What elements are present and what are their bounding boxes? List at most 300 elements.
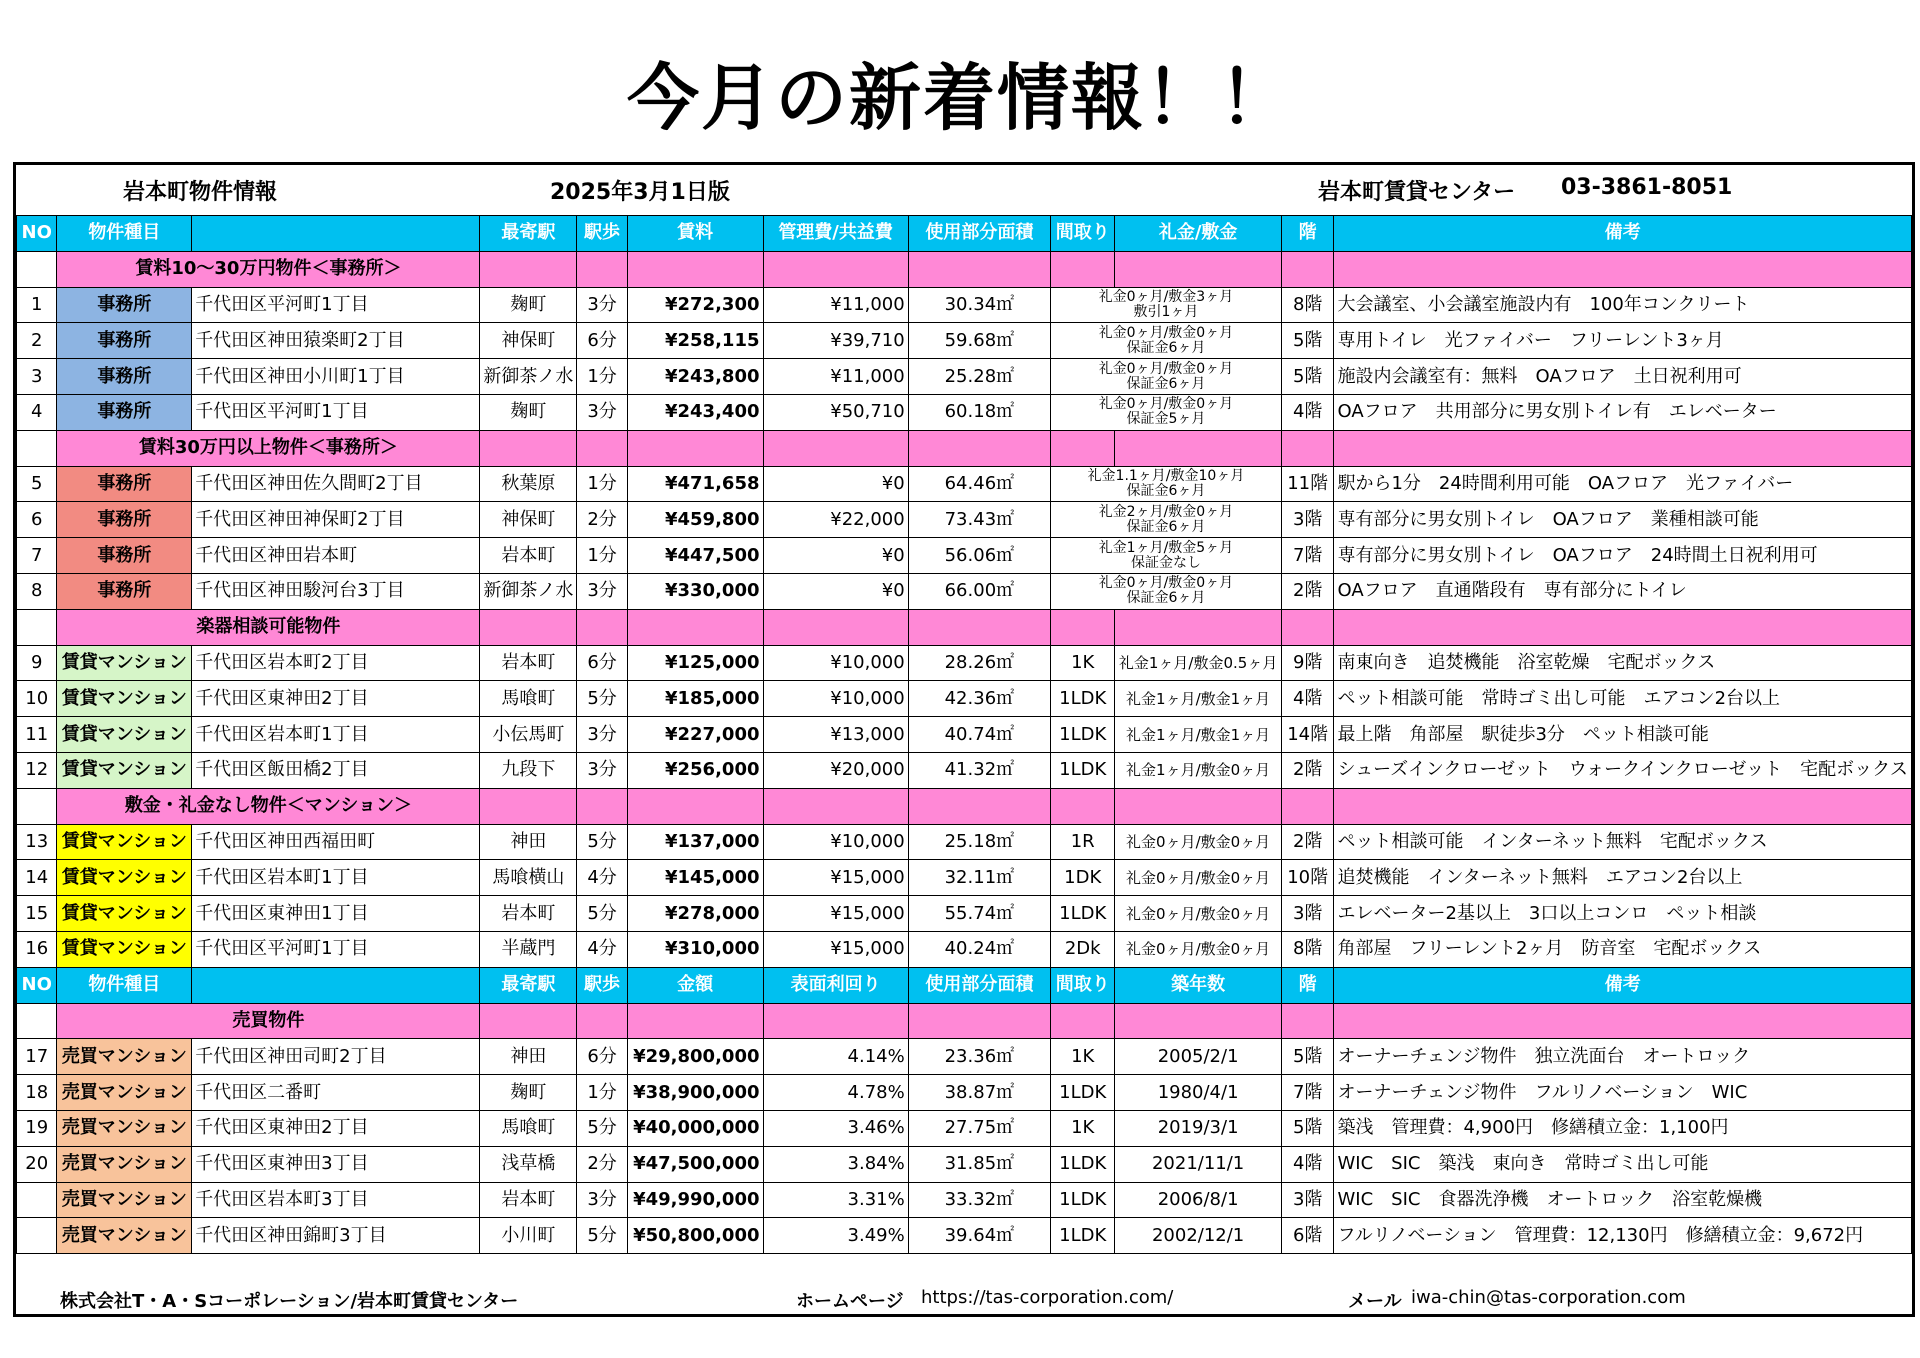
row-number [17, 1182, 57, 1218]
deposit-terms: 礼金0ヶ月/敷金0ヶ月 [1115, 931, 1281, 967]
nearest-station: 新御茶ノ水 [480, 359, 577, 395]
price: ¥137,000 [627, 824, 763, 860]
table-row[interactable] [17, 717, 1912, 753]
table-row[interactable] [17, 645, 1912, 681]
price: ¥459,800 [627, 502, 763, 538]
section-filler [1334, 1003, 1912, 1039]
nearest-station: 麹町 [480, 287, 577, 323]
section-filler [1334, 788, 1912, 824]
column-header: 階 [1281, 216, 1334, 252]
table-row[interactable] [17, 1110, 1912, 1146]
management-fee: ¥0 [763, 573, 908, 609]
section-filler [1334, 430, 1912, 466]
table-row[interactable] [17, 896, 1912, 932]
nearest-station: 神保町 [480, 323, 577, 359]
property-type: 賃貸マンション [57, 717, 192, 753]
management-fee: ¥10,000 [763, 824, 908, 860]
phone-number: 03-3861-8051 [1561, 175, 1733, 200]
column-header: 表面利回り [763, 967, 908, 1003]
price: ¥29,800,000 [627, 1039, 763, 1075]
price: ¥243,400 [627, 394, 763, 430]
column-header: 駅歩 [577, 216, 627, 252]
property-type: 売買マンション [57, 1075, 192, 1111]
section-filler [1115, 788, 1281, 824]
property-type: 売買マンション [57, 1182, 192, 1218]
floor-number: 10階 [1281, 860, 1334, 896]
section-filler [1334, 609, 1912, 645]
section-title: 売買物件 [57, 1003, 480, 1039]
walk-time: 3分 [577, 752, 627, 788]
floor-area: 66.00㎡ [908, 573, 1050, 609]
row-number: 4 [17, 394, 57, 430]
floor-number: 9階 [1281, 645, 1334, 681]
build-date: 2005/2/1 [1115, 1039, 1281, 1075]
section-filler [1115, 251, 1281, 287]
price: ¥330,000 [627, 573, 763, 609]
yield: 3.84% [763, 1146, 908, 1182]
column-header: 物件種目 [57, 967, 192, 1003]
homepage-label: ホームページ [796, 1291, 904, 1312]
property-type: 売買マンション [57, 1039, 192, 1075]
walk-time: 1分 [577, 538, 627, 574]
property-type: 賃貸マンション [57, 681, 192, 717]
section-spacer [17, 251, 57, 287]
section-row [17, 609, 1912, 645]
deposit-line: 保証金6ヶ月 [1126, 375, 1206, 392]
table-row[interactable] [17, 323, 1912, 359]
price: ¥145,000 [627, 860, 763, 896]
price: ¥272,300 [627, 287, 763, 323]
floor-number: 2階 [1281, 573, 1334, 609]
management-fee: ¥50,710 [763, 394, 908, 430]
column-header: 管理費/共益費 [763, 216, 908, 252]
table-row[interactable] [17, 287, 1912, 323]
property-type: 売買マンション [57, 1218, 192, 1254]
remarks: 南東向き 追焚機能 浴室乾燥 宅配ボックス [1334, 645, 1912, 681]
floor-area: 55.74㎡ [908, 896, 1050, 932]
price: ¥243,800 [627, 359, 763, 395]
section-filler [1051, 430, 1115, 466]
deposit-terms [1051, 287, 1282, 323]
property-type: 事務所 [57, 573, 192, 609]
floor-number: 4階 [1281, 1146, 1334, 1182]
property-type: 売買マンション [57, 1110, 192, 1146]
remarks: オーナーチェンジ物件 フルリノベーション WIC [1334, 1075, 1912, 1111]
deposit-terms: 礼金0ヶ月/敷金0ヶ月 [1115, 860, 1281, 896]
edition-date: 2025年3月1日版 [550, 180, 730, 205]
table-row[interactable] [17, 681, 1912, 717]
table-row[interactable] [17, 824, 1912, 860]
table-row[interactable] [17, 1039, 1912, 1075]
deposit-terms [1051, 502, 1282, 538]
walk-time: 3分 [577, 287, 627, 323]
floor-number: 11階 [1281, 466, 1334, 502]
row-number: 15 [17, 896, 57, 932]
deposit-line: 保証金5ヶ月 [1126, 411, 1206, 428]
build-date: 2002/12/1 [1115, 1218, 1281, 1254]
walk-time: 2分 [577, 1146, 627, 1182]
price: ¥471,658 [627, 466, 763, 502]
page-title: 今月の新着情報！！ [626, 56, 1293, 140]
column-header: 間取り [1051, 967, 1115, 1003]
sheet-title: 岩本町物件情報 [123, 180, 278, 205]
nearest-station: 浅草橋 [480, 1146, 577, 1182]
company-name: 株式会社T・A・Sコーポレーション/岩本町賃貸センター [60, 1291, 519, 1312]
row-number: 6 [17, 502, 57, 538]
walk-time: 5分 [577, 824, 627, 860]
deposit-line: 保証金6ヶ月 [1126, 482, 1206, 499]
section-filler [1115, 1003, 1281, 1039]
build-date: 2006/8/1 [1115, 1182, 1281, 1218]
walk-time: 3分 [577, 717, 627, 753]
room-layout: 1K [1051, 645, 1115, 681]
section-filler [908, 1003, 1050, 1039]
deposit-line: 保証金なし [1130, 554, 1201, 571]
property-type: 事務所 [57, 538, 192, 574]
section-title: 賃料30万円以上物件＜事務所＞ [57, 430, 480, 466]
address: 千代田区平河町1丁目 [192, 394, 480, 430]
address: 千代田区二番町 [192, 1075, 480, 1111]
deposit-line: 礼金0ヶ月/敷金0ヶ月 [1098, 396, 1234, 413]
row-number: 7 [17, 538, 57, 574]
section-spacer [17, 788, 57, 824]
nearest-station: 新御茶ノ水 [480, 573, 577, 609]
deposit-terms [1051, 466, 1282, 502]
remarks: OAフロア 共用部分に男女別トイレ有 エレベーター [1334, 394, 1912, 430]
room-layout: 1LDK [1051, 1182, 1115, 1218]
floor-number: 5階 [1281, 323, 1334, 359]
build-date: 2021/11/1 [1115, 1146, 1281, 1182]
management-fee: ¥0 [763, 466, 908, 502]
section-filler [577, 251, 627, 287]
deposit-line: 礼金0ヶ月/敷金0ヶ月 [1098, 360, 1234, 377]
walk-time: 6分 [577, 323, 627, 359]
column-header: 金額 [627, 967, 763, 1003]
floor-area: 25.18㎡ [908, 824, 1050, 860]
column-header: 備考 [1334, 216, 1912, 252]
room-layout: 1DK [1051, 860, 1115, 896]
price: ¥185,000 [627, 681, 763, 717]
floor-area: 38.87㎡ [908, 1075, 1050, 1111]
row-number: 14 [17, 860, 57, 896]
nearest-station: 馬喰横山 [480, 860, 577, 896]
deposit-line: 保証金6ヶ月 [1126, 518, 1206, 535]
property-type: 売買マンション [57, 1146, 192, 1182]
section-filler [627, 1003, 763, 1039]
section-row [17, 251, 1912, 287]
table-row[interactable] [17, 1146, 1912, 1182]
remarks: エレベーター2基以上 3口以上コンロ ペット相談 [1334, 896, 1912, 932]
management-fee: ¥10,000 [763, 645, 908, 681]
column-header: 最寄駅 [480, 216, 577, 252]
section-filler [480, 251, 577, 287]
nearest-station: 神田 [480, 1039, 577, 1075]
row-number [17, 1218, 57, 1254]
remarks: 最上階 角部屋 駅徒歩3分 ペット相談可能 [1334, 717, 1912, 753]
section-filler [1281, 609, 1334, 645]
property-sheet [13, 162, 1915, 1317]
remarks: 大会議室、小会議室施設内有 100年コンクリート [1334, 287, 1912, 323]
column-header-row [17, 967, 1912, 1003]
price: ¥447,500 [627, 538, 763, 574]
walk-time: 5分 [577, 681, 627, 717]
deposit-terms [1051, 573, 1282, 609]
remarks: 追焚機能 インターネット無料 エアコン2台以上 [1334, 860, 1912, 896]
walk-time: 3分 [577, 1182, 627, 1218]
floor-area: 40.24㎡ [908, 931, 1050, 967]
column-header: 駅歩 [577, 967, 627, 1003]
walk-time: 5分 [577, 1218, 627, 1254]
property-type: 賃貸マンション [57, 645, 192, 681]
property-type: 賃貸マンション [57, 860, 192, 896]
column-header: NO [17, 216, 57, 252]
price: ¥50,800,000 [627, 1218, 763, 1254]
row-number: 10 [17, 681, 57, 717]
section-filler [763, 1003, 908, 1039]
section-filler [1115, 609, 1281, 645]
build-date: 2019/3/1 [1115, 1110, 1281, 1146]
address: 千代田区岩本町1丁目 [192, 860, 480, 896]
deposit-terms: 礼金1ヶ月/敷金0.5ヶ月 [1115, 645, 1281, 681]
section-filler [1051, 1003, 1115, 1039]
floor-area: 27.75㎡ [908, 1110, 1050, 1146]
nearest-station: 麹町 [480, 394, 577, 430]
column-header: 階 [1281, 967, 1334, 1003]
remarks: WIC SIC 食器洗浄機 オートロック 浴室乾燥機 [1334, 1182, 1912, 1218]
management-fee: ¥13,000 [763, 717, 908, 753]
section-filler [627, 788, 763, 824]
deposit-terms [1051, 538, 1282, 574]
table-row[interactable] [17, 931, 1912, 967]
section-filler [908, 430, 1050, 466]
section-filler [1334, 251, 1912, 287]
table-row[interactable] [17, 1218, 1912, 1254]
walk-time: 5分 [577, 896, 627, 932]
room-layout: 1LDK [1051, 1146, 1115, 1182]
address: 千代田区東神田1丁目 [192, 896, 480, 932]
section-filler [627, 251, 763, 287]
price: ¥310,000 [627, 931, 763, 967]
section-filler [577, 430, 627, 466]
section-filler [908, 788, 1050, 824]
address: 千代田区岩本町2丁目 [192, 645, 480, 681]
table-row[interactable] [17, 466, 1912, 502]
floor-number: 5階 [1281, 359, 1334, 395]
deposit-terms: 礼金0ヶ月/敷金0ヶ月 [1115, 824, 1281, 860]
nearest-station: 馬喰町 [480, 1110, 577, 1146]
column-header [192, 216, 480, 252]
row-number: 16 [17, 931, 57, 967]
floor-area: 56.06㎡ [908, 538, 1050, 574]
floor-number: 2階 [1281, 824, 1334, 860]
table-row[interactable] [17, 502, 1912, 538]
floor-number: 8階 [1281, 287, 1334, 323]
table-row[interactable] [17, 860, 1912, 896]
section-filler [480, 430, 577, 466]
walk-time: 3分 [577, 394, 627, 430]
row-number: 19 [17, 1110, 57, 1146]
nearest-station: 九段下 [480, 752, 577, 788]
price: ¥40,000,000 [627, 1110, 763, 1146]
remarks: フルリノベーション 管理費：12,130円 修繕積立金：9,672円 [1334, 1218, 1912, 1254]
deposit-terms [1051, 359, 1282, 395]
section-title: 賃料10～30万円物件＜事務所＞ [57, 251, 480, 287]
build-date: 1980/4/1 [1115, 1075, 1281, 1111]
deposit-terms: 礼金1ヶ月/敷金1ヶ月 [1115, 681, 1281, 717]
nearest-station: 神保町 [480, 502, 577, 538]
address: 千代田区神田岩本町 [192, 538, 480, 574]
price: ¥278,000 [627, 896, 763, 932]
nearest-station: 麹町 [480, 1075, 577, 1111]
yield: 4.14% [763, 1039, 908, 1075]
section-filler [627, 609, 763, 645]
deposit-terms [1051, 323, 1282, 359]
management-fee: ¥11,000 [763, 359, 908, 395]
deposit-line: 礼金0ヶ月/敷金0ヶ月 [1098, 575, 1234, 592]
room-layout: 1LDK [1051, 717, 1115, 753]
room-layout: 1R [1051, 824, 1115, 860]
price: ¥49,990,000 [627, 1182, 763, 1218]
table-row[interactable] [17, 359, 1912, 395]
yield: 3.49% [763, 1218, 908, 1254]
address: 千代田区平河町1丁目 [192, 287, 480, 323]
floor-area: 41.32㎡ [908, 752, 1050, 788]
section-filler [1051, 251, 1115, 287]
floor-number: 7階 [1281, 1075, 1334, 1111]
address: 千代田区神田猿楽町2丁目 [192, 323, 480, 359]
row-number: 8 [17, 573, 57, 609]
section-filler [763, 788, 908, 824]
remarks: 築浅 管理費：4,900円 修繕積立金：1,100円 [1334, 1110, 1912, 1146]
floor-area: 40.74㎡ [908, 717, 1050, 753]
walk-time: 5分 [577, 1110, 627, 1146]
management-fee: ¥11,000 [763, 287, 908, 323]
center-name: 岩本町賃貸センター [1318, 180, 1516, 205]
table-row[interactable] [17, 1182, 1912, 1218]
nearest-station: 小川町 [480, 1218, 577, 1254]
nearest-station: 馬喰町 [480, 681, 577, 717]
address: 千代田区神田駿河台3丁目 [192, 573, 480, 609]
section-filler [1281, 430, 1334, 466]
deposit-line: 礼金0ヶ月/敷金0ヶ月 [1098, 324, 1234, 341]
column-header: 最寄駅 [480, 967, 577, 1003]
address: 千代田区神田小川町1丁目 [192, 359, 480, 395]
deposit-line: 礼金1.1ヶ月/敷金10ヶ月 [1087, 467, 1245, 484]
column-header: 使用部分面積 [908, 216, 1050, 252]
walk-time: 3分 [577, 573, 627, 609]
section-filler [1281, 251, 1334, 287]
remarks: 専有部分に男女別トイレ OAフロア 24時間土日祝利用可 [1334, 538, 1912, 574]
address: 千代田区東神田3丁目 [192, 1146, 480, 1182]
remarks: ペット相談可能 インターネット無料 宅配ボックス [1334, 824, 1912, 860]
section-filler [577, 788, 627, 824]
floor-area: 32.11㎡ [908, 860, 1050, 896]
section-filler [1281, 788, 1334, 824]
address: 千代田区神田佐久間町2丁目 [192, 466, 480, 502]
mail-link[interactable]: iwa-chin@tas-corporation.com [1411, 1287, 1686, 1308]
walk-time: 2分 [577, 502, 627, 538]
section-spacer [17, 609, 57, 645]
room-layout: 1LDK [1051, 681, 1115, 717]
section-filler [1051, 788, 1115, 824]
floor-area: 73.43㎡ [908, 502, 1050, 538]
deposit-terms: 礼金1ヶ月/敷金1ヶ月 [1115, 717, 1281, 753]
floor-area: 39.64㎡ [908, 1218, 1050, 1254]
row-number: 1 [17, 287, 57, 323]
section-filler [577, 1003, 627, 1039]
address: 千代田区飯田橋2丁目 [192, 752, 480, 788]
column-header: 賃料 [627, 216, 763, 252]
nearest-station: 岩本町 [480, 896, 577, 932]
column-header-row [17, 216, 1912, 252]
section-filler [480, 609, 577, 645]
row-number: 3 [17, 359, 57, 395]
yield: 3.31% [763, 1182, 908, 1218]
column-header: NO [17, 967, 57, 1003]
remarks: 施設内会議室有：無料 OAフロア 土日祝利用可 [1334, 359, 1912, 395]
homepage-link[interactable]: https://tas-corporation.com/ [921, 1287, 1174, 1308]
price: ¥47,500,000 [627, 1146, 763, 1182]
floor-number: 14階 [1281, 717, 1334, 753]
nearest-station: 岩本町 [480, 538, 577, 574]
remarks: OAフロア 直通階段有 専有部分にトイレ [1334, 573, 1912, 609]
floor-area: 23.36㎡ [908, 1039, 1050, 1075]
mail-label: メール [1348, 1291, 1402, 1312]
property-type: 事務所 [57, 466, 192, 502]
section-title: 敷金・礼金なし物件＜マンション＞ [57, 788, 480, 824]
management-fee: ¥10,000 [763, 681, 908, 717]
floor-area: 59.68㎡ [908, 323, 1050, 359]
property-type: 賃貸マンション [57, 931, 192, 967]
price: ¥256,000 [627, 752, 763, 788]
management-fee: ¥15,000 [763, 860, 908, 896]
row-number: 20 [17, 1146, 57, 1182]
room-layout: 1LDK [1051, 1218, 1115, 1254]
column-header [192, 967, 480, 1003]
walk-time: 1分 [577, 466, 627, 502]
deposit-line: 礼金0ヶ月/敷金3ヶ月 [1098, 288, 1234, 305]
table-row[interactable] [17, 1075, 1912, 1111]
table-row[interactable] [17, 573, 1912, 609]
deposit-line: 保証金6ヶ月 [1126, 339, 1206, 356]
row-number: 2 [17, 323, 57, 359]
price: ¥38,900,000 [627, 1075, 763, 1111]
deposit-line: 礼金1ヶ月/敷金5ヶ月 [1098, 539, 1234, 556]
management-fee: ¥15,000 [763, 931, 908, 967]
property-type: 賃貸マンション [57, 824, 192, 860]
floor-area: 31.85㎡ [908, 1146, 1050, 1182]
walk-time: 1分 [577, 1075, 627, 1111]
price: ¥125,000 [627, 645, 763, 681]
table-row[interactable] [17, 394, 1912, 430]
floor-number: 4階 [1281, 681, 1334, 717]
section-row [17, 430, 1912, 466]
price: ¥227,000 [627, 717, 763, 753]
room-layout: 1LDK [1051, 896, 1115, 932]
nearest-station: 神田 [480, 824, 577, 860]
remarks: 専用トイレ 光ファイバー フリーレント3ヶ月 [1334, 323, 1912, 359]
property-type: 事務所 [57, 287, 192, 323]
table-row[interactable] [17, 538, 1912, 574]
walk-time: 1分 [577, 359, 627, 395]
price: ¥258,115 [627, 323, 763, 359]
nearest-station: 半蔵門 [480, 931, 577, 967]
walk-time: 4分 [577, 931, 627, 967]
row-number: 12 [17, 752, 57, 788]
row-number: 9 [17, 645, 57, 681]
remarks: 駅から1分 24時間利用可能 OAフロア 光ファイバー [1334, 466, 1912, 502]
table-row[interactable] [17, 752, 1912, 788]
